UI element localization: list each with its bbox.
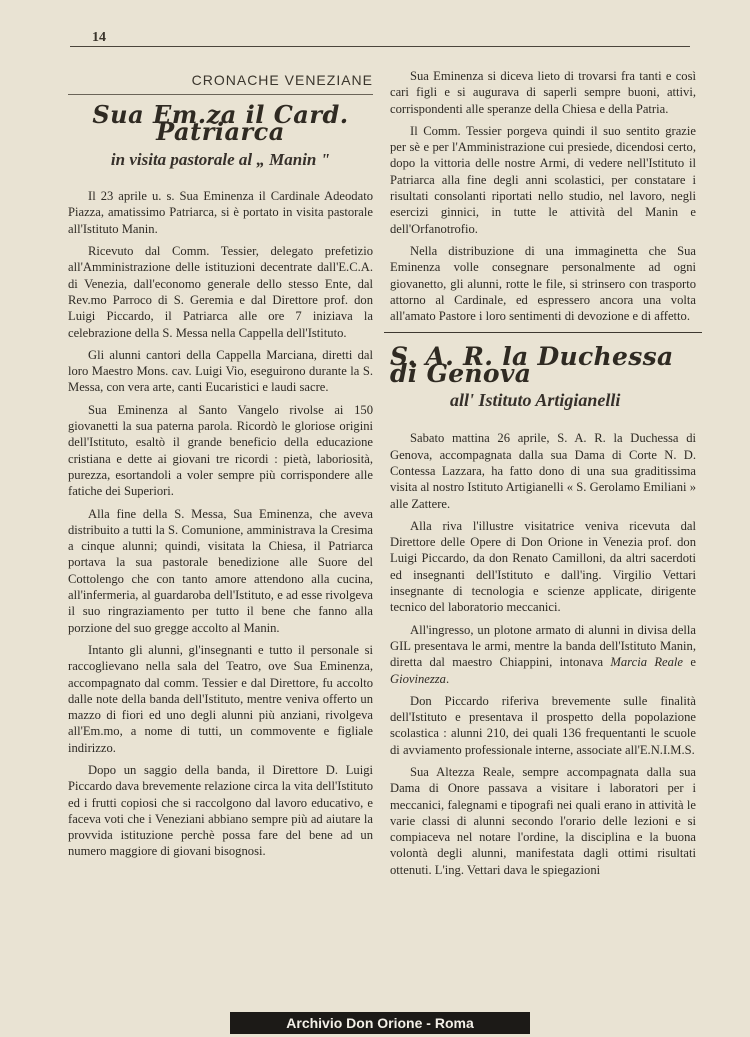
paragraph: Il 23 aprile u. s. Sua Eminenza il Cardinale Adeodato Piazza, amatissimo Patriarca, si è portato in visita pastorale all'Istituto Manin.	[68, 189, 373, 236]
song-title: Giovinezza	[390, 671, 446, 686]
paragraph: Gli alunni cantori della Cappella Marciana, diretti dal loro Maestro Mons. cav. Luigi Vio, eseguirono durante la S. Messa, con vera arte, canti Eucaristici e laudi sacre.	[68, 347, 373, 395]
band-text: All'ingresso, un plotone armato di alunni in divisa della GIL presentava le armi, mentre la banda dell'Istituto Manin, diretta dal maestro Chiappini, intonava	[390, 622, 696, 670]
paragraph-band	[390, 622, 696, 687]
paragraph: Nella distribuzione di una immaginetta che Sua Eminenza volle consegnare personalmente ad ogni giovanetto, gli alunni, rotte le file, si strinsero con trasporto attorno al Cardinale, ed espressero ancora una volta all'amato Pastore i loro sentimenti di devozione e di affetto.	[390, 243, 696, 324]
archive-footer: Archivio Don Orione - Roma	[230, 1012, 530, 1034]
song-title: Marcia Reale	[610, 655, 684, 670]
subheadline-artigianelli: all' Istituto Artigianelli	[450, 390, 621, 411]
paragraph: Dopo un saggio della banda, il Direttore D. Luigi Piccardo dava brevemente relazione circa la vita dell'Istituto ed i frutti copiosi che si raccolgono dal lavoro educativo, e faceva voti che i Veneziani abbiano sempre più ad aiutare la provvida istituzione perchè possa fare del bene ad un numero maggiore di giovani bisognosi.	[68, 762, 373, 859]
paragraph: Sabato mattina 26 aprile, S. A. R. la Duchessa di Genova, accompagnata dalla sua Dama di Corte N. D. Contessa Lazzara, ha fatto dono di una sua graditissima visita al nostro Istituto Artigianelli « S. Gerolamo Emiliani » alle Zattere.	[390, 431, 696, 511]
paragraph: Intanto gli alunni, gl'insegnanti e tutto il personale si raccoglievano nella sala del Teatro, ove Sua Eminenza, accompagnato dal comm. Tessier e dal Direttore, fu accolto dalle note della banda dell'Istituto, mentre veniva offerto un mazzo di fiori ed uno degli alunni più anziani, rivolgeva all'Em.mo, a nome di tutti, un commovente e figliale indirizzo.	[68, 642, 373, 755]
paragraph: Alla fine della S. Messa, Sua Eminenza, che aveva distribuito a tutti la S. Comunione, amministrava la Cresima a cinque alunni; quindi, visitata la Chiesa, il Patriarca portava la sua pastorale benedizione alle Suore del Cottolengo che con tanto amore attendono alla cucina, all'infermeria, al guardaroba dell'Istituto, e ad esse rivolgeva il suo ringraziamento per tutto il bene che fanno alla porzione del suo gregge accolto al Manin.	[68, 506, 373, 635]
band-text: .	[445, 671, 450, 686]
band-text: e	[683, 655, 696, 670]
paragraph: Sua Altezza Reale, sempre accompagnata dalla sua Dama di Onore passava a visitare i laboratori per i meccanici, falegnami e tipografi nei quali erano in attività le varie classi di alunni secondo l'orario delle lezioni e si compiaceva nel notare l'ordine, la disciplina e la buona volontà degli alunni, manifestata dagli ottimi risultati ottenuti. L'ing. Vettari dava le spiegazioni	[390, 764, 696, 877]
top-rule	[70, 46, 690, 47]
headline-duchessa: S. A. R. la Duchessa di Genova	[390, 342, 674, 388]
paragraph: Il Comm. Tessier porgeva quindi il suo sentito grazie per sè e per l'Amministrazione cui presiede, dicendosi certo, dopo la vittoria delle nostre Armi, di vedere nell'Istituto il Patriarca alla fine degli anni scolastici, per constatare i risultati consolanti riportati nello studio, nel lavoro, negli esercizi ginnici, in tutte le attività del Manin e dell'Orfanotrofio.	[390, 123, 696, 236]
page-number: 14	[92, 30, 106, 45]
paragraph: Alla riva l'illustre visitatrice veniva ricevuta dal Direttore delle Opere di Don Orione in Venezia prof. don Luigi Piccardo, da don Renato Camilloni, da altri sacerdoti ed insegnanti dell'Istituto e dall'ing. Virgilio Vettari insegnante di tecnologia e scienze applicate, dirigente tecnico del laboratorio meccanici.	[390, 518, 696, 615]
subheadline-patriarca: in visita pastorale al „ Manin "	[110, 149, 331, 169]
section-tag: CRONACHE VENEZIANE	[191, 72, 373, 88]
section-tag-rule	[68, 94, 373, 95]
paragraph: Ricevuto dal Comm. Tessier, delegato prefetizio all'Amministrazione delle istituzioni decentrate dall'E.C.A. di Venezia, dall'economo generale dello stesso Ente, dal Rev.mo Parroco di S. Geremia e dal Direttore prof. don Luigi Piccardo, il Patriarca alle ore 7 iniziava la celebrazione della S. Messa nella Cappella dell'Istituto.	[68, 244, 373, 340]
paragraph: Sua Eminenza si diceva lieto di trovarsi fra tanti e così cari figli e si augurava di saperli sempre buoni, attivi, corrispondenti alle speranze della Chiesa e della Patria.	[390, 69, 696, 116]
paragraph: Sua Eminenza al Santo Vangelo rivolse ai 150 giovanetti la sua paterna parola. Ricordò le gloriose origini dell'Istituto, esaltò il grande beneficio della educazione cristiana e dette ai giovani tre ricordi : pietà, laboriosità, purezza, esortandoli a voler sempre più corrispondere alle fatiche dei Superiori.	[68, 402, 373, 499]
headline-patriarca: Sua Em.za il Card. Patriarca	[92, 100, 349, 146]
right-column	[390, 68, 696, 884]
paragraph: Don Piccardo riferiva brevemente sulle finalità dell'Istituto e presentava il prospetto della popolazione scolastica : alunni 210, dei quali 136 frequentanti le scuole di avviamento professionale interne, associate all'E.N.I.M.S.	[390, 693, 696, 757]
article-divider	[384, 332, 702, 333]
left-column	[68, 68, 373, 866]
